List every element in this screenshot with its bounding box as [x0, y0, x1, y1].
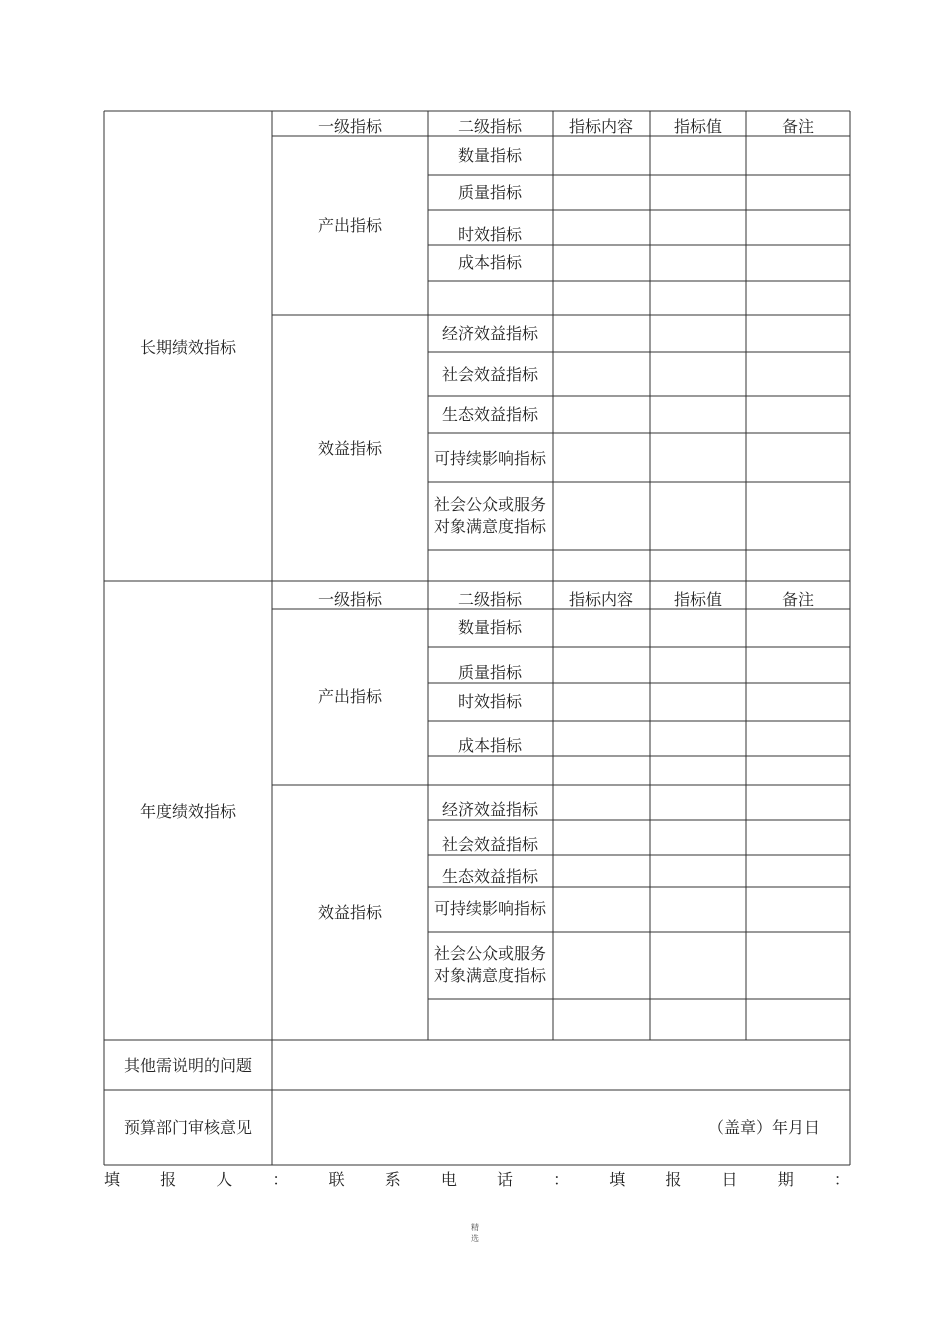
header-content: 指标内容 [568, 117, 634, 136]
long-term-benefit-label: 效益指标 [317, 439, 383, 458]
header-value: 指标值 [673, 117, 723, 136]
long-term-output-item: 质量指标 [457, 183, 523, 202]
header-level2: 二级指标 [457, 117, 523, 136]
annual-output-label: 产出指标 [317, 687, 383, 706]
footer-char: ： [833, 1170, 850, 1189]
footer-char: 人 [216, 1170, 233, 1189]
header-remark: 备注 [781, 117, 815, 136]
annual-title: 年度绩效指标 [139, 802, 237, 821]
footer-char: 系 [384, 1170, 401, 1189]
footer-char: 报 [665, 1170, 682, 1189]
footer-char: 联 [328, 1170, 345, 1189]
footer-char: 报 [160, 1170, 177, 1189]
header-level1: 一级指标 [317, 117, 383, 136]
long-term-benefit-item: 社会效益指标 [441, 365, 539, 384]
long-term-output-label: 产出指标 [317, 216, 383, 235]
other-issues-label: 其他需说明的问题 [123, 1056, 253, 1075]
annual-benefit-item: 生态效益指标 [441, 867, 539, 886]
header-level1: 一级指标 [317, 590, 383, 609]
header-level2: 二级指标 [457, 590, 523, 609]
footer-char: 填 [104, 1170, 121, 1189]
header-content: 指标内容 [568, 590, 634, 609]
annual-output-item: 数量指标 [457, 618, 523, 637]
page-mark: 精选 [471, 1223, 479, 1243]
annual-benefit-item: 社会效益指标 [441, 835, 539, 854]
annual-output-item: 时效指标 [457, 692, 523, 711]
long-term-output-item: 时效指标 [457, 225, 523, 244]
long-term-output-item: 数量指标 [457, 146, 523, 165]
long-term-title: 长期绩效指标 [139, 338, 237, 357]
footer-char: 填 [609, 1170, 626, 1189]
long-term-benefit-item: 可持续影响指标 [433, 449, 546, 468]
header-remark: 备注 [781, 590, 815, 609]
footer-char: 日 [721, 1170, 738, 1189]
budget-review-label: 预算部门审核意见 [123, 1118, 253, 1137]
long-term-output-item: 成本指标 [457, 253, 523, 272]
long-term-benefit-item: 经济效益指标 [441, 324, 539, 343]
annual-benefit-item: 经济效益指标 [441, 800, 539, 819]
footer-signature-line [104, 1167, 850, 1190]
footer-char: 话 [496, 1170, 513, 1189]
footer-char: ： [272, 1170, 289, 1189]
footer-char: 电 [440, 1170, 457, 1189]
long-term-benefit-item: 社会公众或服务对象满意度指标 [433, 495, 546, 536]
footer-char: ： [553, 1170, 570, 1189]
annual-output-item: 成本指标 [457, 736, 523, 755]
long-term-benefit-item: 生态效益指标 [441, 405, 539, 424]
footer-char: 期 [777, 1170, 794, 1189]
annual-benefit-label: 效益指标 [317, 903, 383, 922]
annual-benefit-item: 社会公众或服务对象满意度指标 [433, 944, 546, 985]
budget-review-seal-text: （盖章）年月日 [707, 1118, 821, 1137]
header-value: 指标值 [673, 590, 723, 609]
annual-benefit-item: 可持续影响指标 [433, 899, 546, 918]
annual-output-item: 质量指标 [457, 663, 523, 682]
